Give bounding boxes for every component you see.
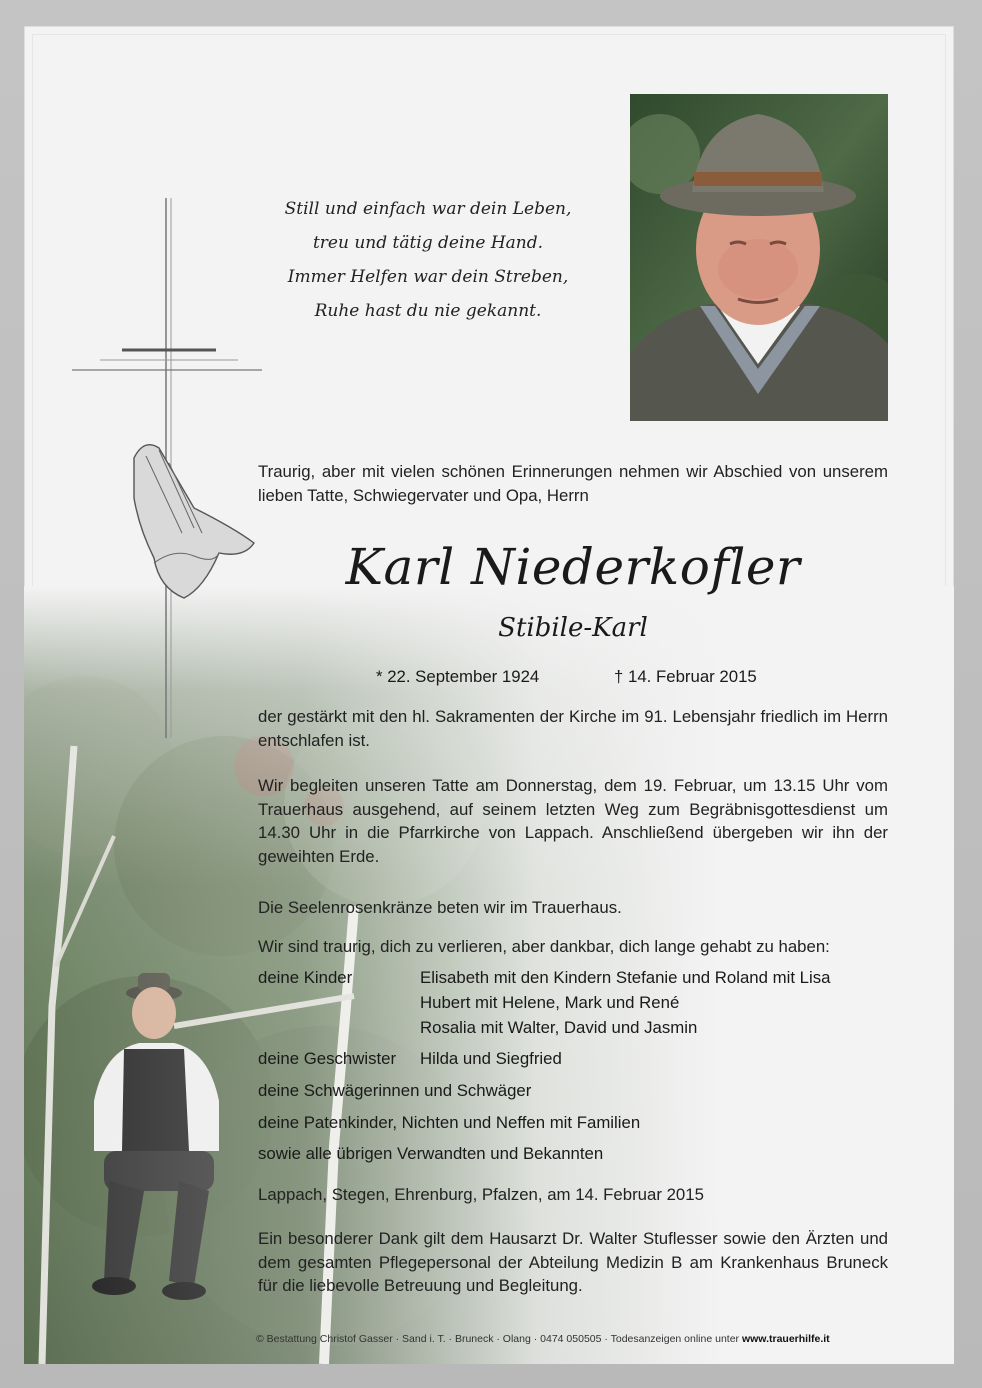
siblings-label: deine Geschwister <box>258 1049 397 1068</box>
intro-text: Traurig, aber mit vielen schönen Erinnerungen nehmen wir Abschied von unserem lieben Tatte, Schwiegervater und Opa, Herrn <box>258 462 888 505</box>
funeral-text: Wir begleiten unseren Tatte am Donnerstag, dem 19. Februar, um 13.15 Uhr vom Trauerhaus ausgehend, auf seinem letzten Weg zum Begräbnisgottesdienst um 14.30 Uhr in die Pfarrkirche von Lappach. Anschließend übergeben wir ihn der geweihten Erde. <box>258 776 888 866</box>
poem-line: Still und einfach war dein Leben, <box>284 199 572 219</box>
family-children-row <box>258 1016 888 1040</box>
siblings-entry: Hilda und Siegfried <box>420 1049 562 1068</box>
sacraments-text: der gestärkt mit den hl. Sakramenten der Kirche im 91. Lebensjahr friedlich im Herrn entschlafen ist. <box>258 707 888 750</box>
poem-line: Immer Helfen war dein Streben, <box>287 267 569 287</box>
child-entry: Elisabeth mit den Kindern Stefanie und Roland mit Lisa <box>420 968 831 987</box>
birth-date: * 22. September 1924 <box>376 667 540 686</box>
family-line: sowie alle übrigen Verwandten und Bekannten <box>258 1144 604 1163</box>
family-children-row <box>258 991 888 1015</box>
rosary-text: Die Seelenrosenkränze beten wir im Trauerhaus. <box>258 898 622 917</box>
praying-hands-icon <box>134 445 254 598</box>
footer-link[interactable]: www.trauerhilfe.it <box>741 1333 830 1345</box>
children-label: deine Kinder <box>258 968 353 987</box>
child-entry: Rosalia mit Walter, David und Jasmin <box>420 1018 698 1037</box>
poem-line: Ruhe hast du nie gekannt. <box>314 301 542 321</box>
poem-line: treu und tätig deine Hand. <box>312 233 544 253</box>
footer <box>256 1332 892 1346</box>
death-date: † 14. Februar 2015 <box>614 667 757 686</box>
footer-text: © Bestattung Christof Gasser · Sand i. T. · Bruneck · Olang · 0474 050505 · Todesanzeigen online unter <box>256 1333 742 1345</box>
deceased-name: Karl Niederkofler <box>345 538 801 596</box>
family-siblings-row <box>258 1047 888 1071</box>
deceased-nickname: Stibile-Karl <box>498 613 648 643</box>
portrait-photo <box>630 94 888 421</box>
poem <box>250 192 606 328</box>
family-line: deine Patenkinder, Nichten und Neffen mit Familien <box>258 1113 641 1132</box>
place-date: Lappach, Stegen, Ehrenburg, Pfalzen, am 14. Februar 2015 <box>258 1185 704 1204</box>
family-children-row <box>258 966 888 990</box>
cross-icon <box>72 198 268 743</box>
thanks-text: Ein besonderer Dank gilt dem Hausarzt Dr. Walter Stuflesser sowie den Ärzten und dem gesamten Pflegepersonal der Abteilung Medizin B am Krankenhaus Bruneck für die liebevolle Betreuung und Begleitung. <box>258 1229 888 1295</box>
grief-text: Wir sind traurig, dich zu verlieren, aber dankbar, dich lange gehabt zu haben: <box>258 937 830 956</box>
family-line: deine Schwägerinnen und Schwäger <box>258 1081 532 1100</box>
child-entry: Hubert mit Helene, Mark und René <box>420 993 680 1012</box>
obituary-card <box>24 26 954 1364</box>
